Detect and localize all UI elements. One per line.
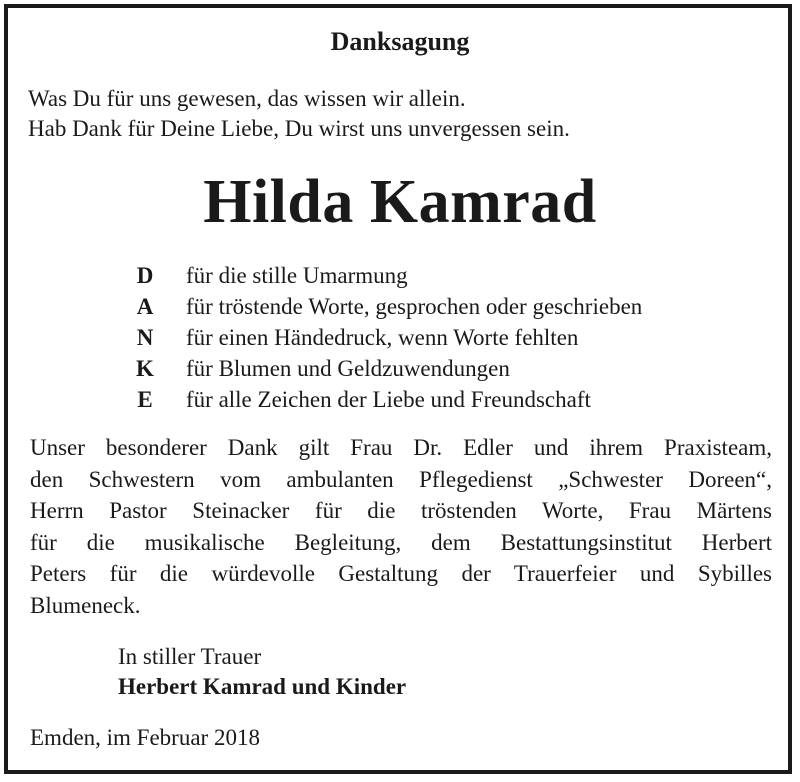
notice-heading: Danksagung <box>330 27 470 56</box>
danke-letter: D <box>136 263 154 288</box>
danke-list <box>0 260 800 415</box>
danke-item <box>0 322 800 353</box>
danke-letter: E <box>137 387 153 412</box>
danke-item <box>0 353 800 384</box>
danke-letter: K <box>136 356 154 381</box>
signers: Herbert Kamrad und Kinder <box>118 674 407 699</box>
paragraph-line: Peters für die würdevolle Gestaltung der Trauerfeier und Sybilles <box>30 561 772 586</box>
verse-line: Was Du für uns gewesen, das wissen wir allein. <box>28 86 466 111</box>
paragraph-line: den Schwestern vom ambulanten Pflegedienst „Schwester Doreen“, <box>30 466 772 492</box>
danke-item <box>0 291 800 322</box>
verse-line: Hab Dank für Deine Liebe, Du wirst uns unvergessen sein. <box>28 116 570 141</box>
deceased-name: Hilda Kamrad <box>203 168 597 236</box>
paragraph-line: Herrn Pastor Steinacker für die tröstenden Worte, Frau Märtens <box>30 498 772 523</box>
danke-item <box>0 260 800 291</box>
danke-letter: N <box>136 325 154 350</box>
danke-text: für Blumen und Geldzuwendungen <box>186 356 510 381</box>
danke-text: für tröstende Worte, gesprochen oder geschrieben <box>186 294 643 319</box>
danke-text: für einen Händedruck, wenn Worte fehlten <box>186 325 579 350</box>
paragraph-line: Unser besonderer Dank gilt Frau Dr. Edler und ihrem Praxisteam, <box>30 435 772 460</box>
danke-text: für die stille Umarmung <box>186 263 408 288</box>
mourning-line: In stiller Trauer <box>118 644 262 669</box>
place-date: Emden, im Februar 2018 <box>30 725 260 750</box>
verse <box>28 84 570 144</box>
danke-item <box>0 384 800 415</box>
danke-text: für alle Zeichen der Liebe und Freundschaft <box>186 387 591 412</box>
thanks-paragraph <box>30 432 772 621</box>
paragraph-line: für die musikalische Begleitung, dem Bestattungsinstitut Herbert <box>30 529 772 555</box>
paragraph-line: Blumeneck. <box>30 592 141 618</box>
danke-letter: A <box>136 294 154 319</box>
mourning-block <box>118 642 406 702</box>
